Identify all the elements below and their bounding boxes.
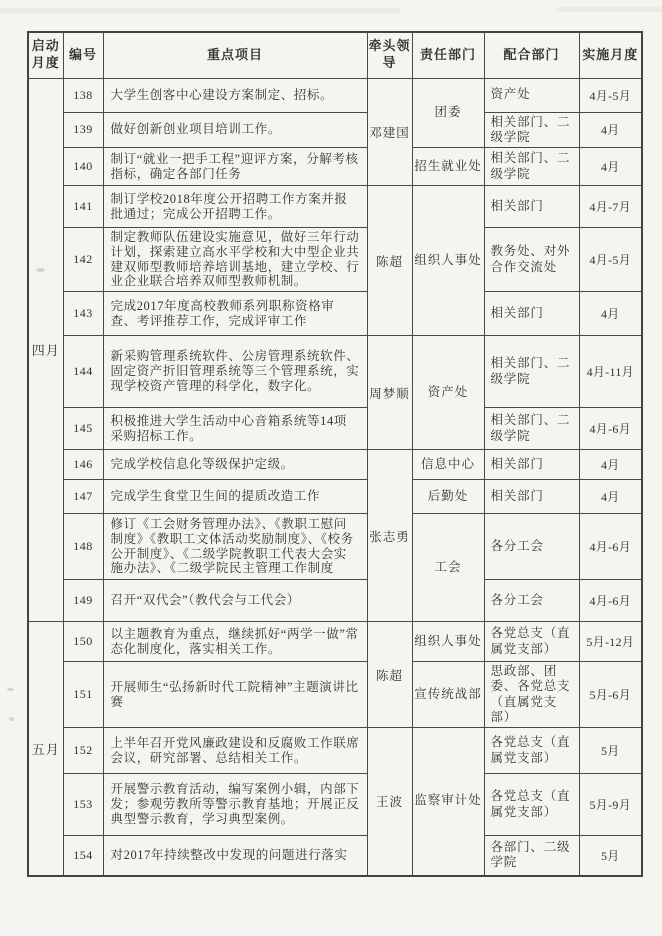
header-leader: 牵头领导 bbox=[367, 32, 412, 78]
responsible-dept-cell: 招生就业处 bbox=[412, 148, 484, 186]
leader-cell: 张志勇 bbox=[367, 450, 412, 622]
row-number-cell: 146 bbox=[63, 450, 103, 480]
project-cell: 完成学生食堂卫生间的提质改造工作 bbox=[103, 480, 367, 514]
table-row bbox=[28, 580, 642, 622]
implementation-month-cell: 4月-7月 bbox=[579, 186, 642, 228]
header-start-month: 启动月度 bbox=[28, 32, 63, 78]
implementation-month-cell: 4月-11月 bbox=[579, 336, 642, 408]
project-cell: 制定教师队伍建设实施意见，做好三年行动计划，探索建立高水平学校和大中型企业共建双师型教师培养培训基地，建立学校、行业企业联合培养双师型教师机制。 bbox=[103, 228, 367, 292]
project-cell: 对2017年持续整改中发现的问题进行落实 bbox=[103, 836, 367, 876]
table-row bbox=[28, 408, 642, 450]
cooperating-dept-cell: 各分工会 bbox=[484, 514, 579, 580]
project-cell: 上半年召开党风廉政建设和反腐败工作联席会议，研究部署、总结相关工作。 bbox=[103, 728, 367, 774]
cooperating-dept-cell: 各部门、二级学院 bbox=[484, 836, 579, 876]
table-row bbox=[28, 148, 642, 186]
table-row bbox=[28, 112, 642, 148]
project-cell: 开展警示教育活动，编写案例小辑，内部下发；参观劳教所等警示教育基地；开展正反典型警示教育，学习典型案例。 bbox=[103, 774, 367, 836]
responsible-dept-cell: 工会 bbox=[412, 514, 484, 622]
implementation-month-cell: 4月-6月 bbox=[579, 514, 642, 580]
month-group-cell: 四月 bbox=[28, 78, 63, 622]
header-project: 重点项目 bbox=[103, 32, 367, 78]
implementation-month-cell: 4月 bbox=[579, 450, 642, 480]
scan-artifact bbox=[0, 8, 400, 13]
implementation-month-cell: 4月-6月 bbox=[579, 580, 642, 622]
row-number-cell: 148 bbox=[63, 514, 103, 580]
row-number-cell: 149 bbox=[63, 580, 103, 622]
leader-cell: 周梦顺 bbox=[367, 336, 412, 450]
implementation-month-cell: 4月 bbox=[579, 112, 642, 148]
row-number-cell: 138 bbox=[63, 78, 103, 112]
table-row bbox=[28, 78, 642, 112]
cooperating-dept-cell: 各党总支（直属党支部） bbox=[484, 728, 579, 774]
implementation-month-cell: 5月 bbox=[579, 836, 642, 876]
cooperating-dept-cell: 相关部门、二级学院 bbox=[484, 112, 579, 148]
project-cell: 以主题教育为重点，继续抓好“两学一做”常态化制度化，落实相关工作。 bbox=[103, 622, 367, 662]
table-row bbox=[28, 292, 642, 336]
table-row bbox=[28, 662, 642, 728]
cooperating-dept-cell: 各党总支（直属党支部） bbox=[484, 774, 579, 836]
project-cell: 召开“双代会”（教代会与工代会） bbox=[103, 580, 367, 622]
project-cell: 积极推进大学生活动中心音箱系统等14项采购招标工作。 bbox=[103, 408, 367, 450]
implementation-month-cell: 5月-6月 bbox=[579, 662, 642, 728]
cooperating-dept-cell: 相关部门 bbox=[484, 450, 579, 480]
header-cooperating: 配合部门 bbox=[484, 32, 579, 78]
scan-artifact bbox=[556, 7, 662, 12]
project-cell: 新采购管理系统软件、公房管理系统软件、固定资产折旧管理系统等三个管理系统，实现学校资产管理的科学化，数字化。 bbox=[103, 336, 367, 408]
responsible-dept-cell: 组织人事处 bbox=[412, 186, 484, 336]
table-row bbox=[28, 336, 642, 408]
responsible-dept-cell: 监察审计处 bbox=[412, 728, 484, 876]
project-cell: 完成2017年度高校教师系列职称资格审查、考评推荐工作，完成评审工作 bbox=[103, 292, 367, 336]
row-number-cell: 140 bbox=[63, 148, 103, 186]
schedule-table bbox=[27, 31, 643, 877]
cooperating-dept-cell: 相关部门、二级学院 bbox=[484, 408, 579, 450]
project-cell: 修订《工会财务管理办法》、《教职工慰问制度》《教职工文体活动奖励制度》、《校务公开制度》、《二级学院教职工代表大会实施办法》、《二级学院民主管理工作制度 bbox=[103, 514, 367, 580]
project-cell: 完成学校信息化等级保护定级。 bbox=[103, 450, 367, 480]
implementation-month-cell: 4月-5月 bbox=[579, 78, 642, 112]
cooperating-dept-cell: 相关部门、二级学院 bbox=[484, 336, 579, 408]
row-number-cell: 152 bbox=[63, 728, 103, 774]
responsible-dept-cell: 组织人事处 bbox=[412, 622, 484, 662]
leader-cell: 陈超 bbox=[367, 186, 412, 336]
implementation-month-cell: 5月-9月 bbox=[579, 774, 642, 836]
project-cell: 做好创新创业项目培训工作。 bbox=[103, 112, 367, 148]
implementation-month-cell: 4月 bbox=[579, 148, 642, 186]
implementation-month-cell: 4月 bbox=[579, 292, 642, 336]
month-group-cell: 五月 bbox=[28, 622, 63, 876]
leader-cell: 邓建国 bbox=[367, 78, 412, 186]
responsible-dept-cell: 后勤处 bbox=[412, 480, 484, 514]
responsible-dept-cell: 信息中心 bbox=[412, 450, 484, 480]
table-row bbox=[28, 622, 642, 662]
cooperating-dept-cell: 思政部、团委、各党总支（直属党支部） bbox=[484, 662, 579, 728]
project-cell: 制订学校2018年度公开招聘工作方案并报批通过；完成公开招聘工作。 bbox=[103, 186, 367, 228]
row-number-cell: 139 bbox=[63, 112, 103, 148]
row-number-cell: 147 bbox=[63, 480, 103, 514]
header-responsible: 责任部门 bbox=[412, 32, 484, 78]
table-row bbox=[28, 774, 642, 836]
cooperating-dept-cell: 各分工会 bbox=[484, 580, 579, 622]
row-number-cell: 145 bbox=[63, 408, 103, 450]
row-number-cell: 143 bbox=[63, 292, 103, 336]
scan-artifact bbox=[7, 688, 14, 691]
cooperating-dept-cell: 相关部门 bbox=[484, 292, 579, 336]
leader-cell: 陈超 bbox=[367, 622, 412, 728]
project-cell: 制订“就业一把手工程”迎评方案，分解考核指标，确定各部门任务 bbox=[103, 148, 367, 186]
header-number: 编号 bbox=[63, 32, 103, 78]
responsible-dept-cell: 宣传统战部 bbox=[412, 662, 484, 728]
header-implementation: 实施月度 bbox=[579, 32, 642, 78]
row-number-cell: 153 bbox=[63, 774, 103, 836]
cooperating-dept-cell: 相关部门 bbox=[484, 480, 579, 514]
table-row bbox=[28, 514, 642, 580]
table-row bbox=[28, 480, 642, 514]
row-number-cell: 151 bbox=[63, 662, 103, 728]
table-row bbox=[28, 728, 642, 774]
project-cell: 大学生创客中心建设方案制定、招标。 bbox=[103, 78, 367, 112]
implementation-month-cell: 5月-12月 bbox=[579, 622, 642, 662]
row-number-cell: 144 bbox=[63, 336, 103, 408]
cooperating-dept-cell: 各党总支（直属党支部） bbox=[484, 622, 579, 662]
header-row bbox=[28, 32, 642, 78]
implementation-month-cell: 4月-5月 bbox=[579, 228, 642, 292]
cooperating-dept-cell: 相关部门、二级学院 bbox=[484, 148, 579, 186]
responsible-dept-cell: 团委 bbox=[412, 78, 484, 148]
row-number-cell: 150 bbox=[63, 622, 103, 662]
cooperating-dept-cell: 教务处、对外合作交流处 bbox=[484, 228, 579, 292]
scan-artifact bbox=[9, 717, 14, 721]
row-number-cell: 141 bbox=[63, 186, 103, 228]
project-cell: 开展师生“弘扬新时代工院精神”主题演讲比赛 bbox=[103, 662, 367, 728]
implementation-month-cell: 4月-6月 bbox=[579, 408, 642, 450]
cooperating-dept-cell: 相关部门 bbox=[484, 186, 579, 228]
row-number-cell: 142 bbox=[63, 228, 103, 292]
table-row bbox=[28, 186, 642, 228]
table-row bbox=[28, 228, 642, 292]
cooperating-dept-cell: 资产处 bbox=[484, 78, 579, 112]
table-row bbox=[28, 450, 642, 480]
row-number-cell: 154 bbox=[63, 836, 103, 876]
implementation-month-cell: 4月 bbox=[579, 480, 642, 514]
responsible-dept-cell: 资产处 bbox=[412, 336, 484, 450]
leader-cell: 王波 bbox=[367, 728, 412, 876]
table-row bbox=[28, 836, 642, 876]
implementation-month-cell: 5月 bbox=[579, 728, 642, 774]
